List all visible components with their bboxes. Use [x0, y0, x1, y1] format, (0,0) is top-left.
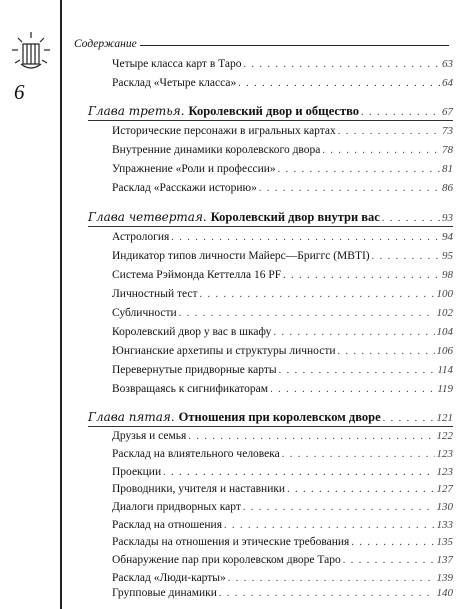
header-rule: [140, 45, 449, 46]
toc-entry[interactable]: Личностный тест . . . 100: [112, 288, 453, 300]
tarot-emblem-icon: [8, 30, 54, 76]
toc-entry[interactable]: Перевернутые придворные карты . . . 114: [112, 364, 453, 376]
toc-entry[interactable]: Диалоги придворных карт . . . 130: [112, 501, 453, 513]
toc-entry[interactable]: Друзья и семья . . . 122: [112, 430, 453, 442]
toc-entry[interactable]: Возвращаясь к сигнификаторам . . . 119: [112, 383, 453, 395]
toc-entry[interactable]: Астрология . . . 94: [112, 231, 453, 243]
toc-entry[interactable]: Субличности . . . 102: [112, 307, 453, 319]
toc-chapter[interactable]: Глава четвертая. Королевский двор внутри вас . . . 93: [88, 210, 453, 225]
margin-rule: [60, 0, 62, 609]
toc-entry[interactable]: Проводники, учителя и наставники . . . 127: [112, 483, 453, 495]
toc-entry[interactable]: Расклад «Люди-карты» . . . 139: [112, 572, 453, 584]
page-number: 6: [14, 80, 25, 104]
toc-entry[interactable]: Расклад на отношения . . . 133: [112, 519, 453, 531]
toc-entry[interactable]: Упражнение «Роли и профессии» . . . 81: [112, 163, 453, 175]
toc-entry[interactable]: Расклад «Четыре класса» . . . 64: [112, 77, 453, 89]
toc-entry[interactable]: Внутренние динамики королевского двора . . . 78: [112, 144, 453, 156]
chapter-rule: [88, 426, 453, 427]
toc-entry[interactable]: Система Рэймонда Кеттелла 16 PF . . . 98: [112, 269, 453, 281]
toc-chapter[interactable]: Глава третья. Королевский двор и общество . . . 67: [88, 104, 453, 119]
toc-entry[interactable]: Исторические персонажи в игральных картах . . . 73: [112, 125, 453, 137]
toc-chapter[interactable]: Глава пятая. Отношения при королевском дворе . . . 121: [88, 410, 453, 425]
toc-entry[interactable]: Четыре класса карт в Таро . . . 63: [112, 58, 453, 70]
toc-entry[interactable]: Расклады на отношения и этические требования . . . 135: [112, 536, 453, 548]
chapter-rule: [88, 120, 453, 121]
toc-entry[interactable]: Юнгианские архетипы и структуры личности . . . 106: [112, 345, 453, 357]
toc-entry[interactable]: Индикатор типов личности Майерс—Бриггс (MBTI) . . . 95: [112, 250, 453, 262]
toc-entry[interactable]: Проекции . . . 123: [112, 466, 453, 478]
toc-entry[interactable]: Обнаружение пар при королевском дворе Таро . . . 137: [112, 554, 453, 566]
toc-entry[interactable]: Групповые динамики . . . 140: [112, 587, 453, 599]
section-label: Содержание: [74, 38, 137, 50]
toc-entry[interactable]: Королевский двор у вас в шкафу . . . 104: [112, 326, 453, 338]
toc-entry[interactable]: Расклад на влиятельного человека . . . 123: [112, 448, 453, 460]
toc-entry[interactable]: Расклад «Расскажи историю» . . . 86: [112, 182, 453, 194]
chapter-rule: [88, 226, 453, 227]
